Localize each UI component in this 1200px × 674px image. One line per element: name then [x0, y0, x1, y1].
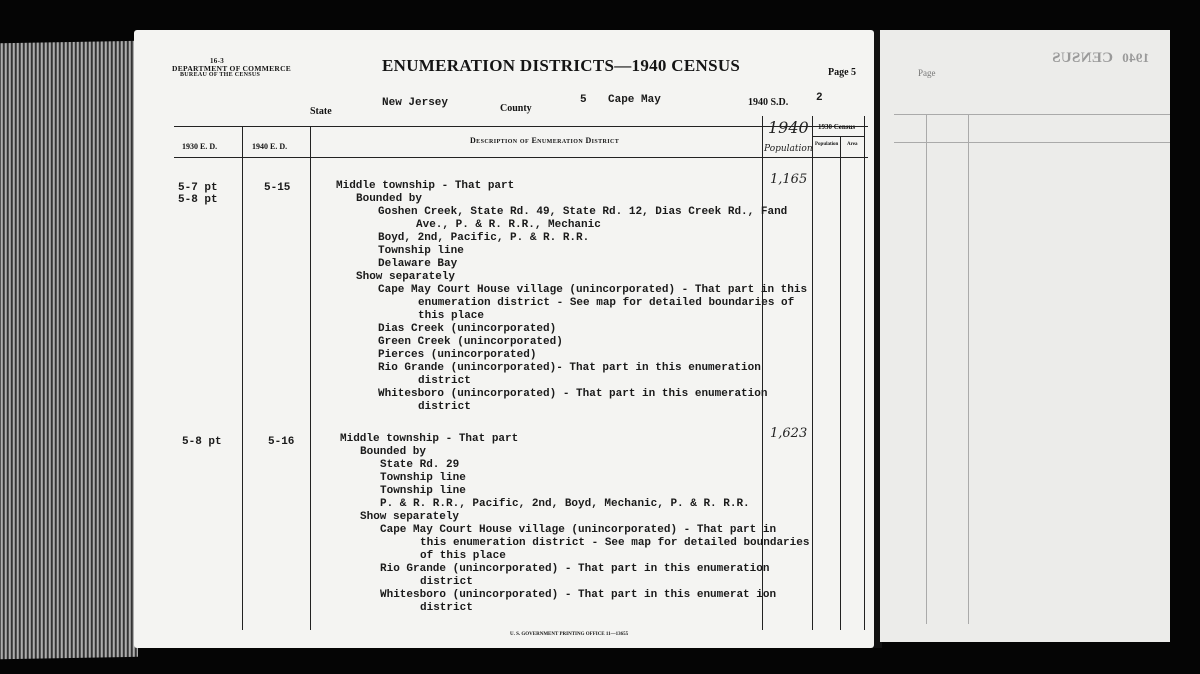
printing-office-footer: U. S. GOVERNMENT PRINTING OFFICE 11—13655	[510, 632, 629, 637]
form-number: 16-3	[210, 57, 225, 65]
description-line: Cape May Court House village (unincorporated) - That part in this	[378, 284, 808, 296]
column-header-1930-ed: 1930 E. D.	[182, 142, 218, 151]
column-header-description: Description of Enumeration District	[470, 136, 620, 145]
population-1940-value: 1,165	[770, 172, 808, 187]
description-line: Township line	[378, 245, 464, 257]
department-label: DEPARTMENT OF COMMERCE	[172, 64, 292, 73]
description-line: of this place	[420, 550, 506, 562]
facing-table-rule	[894, 114, 1170, 115]
table-header-rule	[174, 157, 868, 158]
ed-1930-value: 5-8 pt	[182, 436, 222, 448]
column-header-1930-census: 1930 Census	[818, 123, 856, 131]
column-divider	[310, 126, 311, 630]
description-line: Rio Grande (unincorporated)- That part in this enumeration	[378, 362, 761, 374]
column-header-area: Area	[847, 142, 858, 147]
column-divider	[840, 136, 841, 630]
column-divider	[864, 116, 865, 630]
census-subheader-rule	[812, 136, 864, 137]
description-line: enumeration district - See map for detailed boundaries of	[418, 297, 795, 309]
description-line: Township line	[380, 485, 466, 497]
page-number: 5	[851, 67, 857, 78]
state-value: New Jersey	[382, 97, 449, 109]
county-number: 5	[580, 94, 587, 106]
column-divider	[812, 116, 813, 630]
table-top-rule	[174, 126, 868, 127]
description-line: P. & R. R.R., Pacific, 2nd, Boyd, Mechanic, P. & R. R.R.	[380, 498, 750, 510]
sd-label: 1940 S.D.	[748, 97, 789, 108]
description-line: Dias Creek (unincorporated)	[378, 323, 557, 335]
page-label: Page 5	[828, 67, 857, 78]
county-label: County	[500, 103, 532, 114]
facing-column-divider	[968, 114, 969, 624]
description-line: Middle township - That part	[340, 433, 519, 445]
description-line: district	[418, 401, 471, 413]
description-line: Whitesboro (unincorporated) - That part in this enumerat ion	[380, 589, 777, 601]
description-line: district	[420, 576, 473, 588]
mirrored-year: 1940	[1122, 50, 1150, 65]
description-line: Green Creek (unincorporated)	[378, 336, 563, 348]
population-1940-value: 1,623	[770, 426, 808, 441]
column-divider	[242, 126, 243, 630]
description-line: State Rd. 29	[380, 459, 460, 471]
ed-1940-value: 5-16	[268, 436, 295, 448]
description-line: Whitesboro (unincorporated) - That part in this enumeration	[378, 388, 768, 400]
census-ledger-page	[134, 30, 874, 648]
facing-ledger-page	[880, 30, 1170, 642]
sd-value: 2	[816, 92, 823, 104]
ed-1940-value: 5-15	[264, 182, 291, 194]
column-header-1940-year: 1940	[768, 118, 809, 137]
column-header-1940-ed: 1940 E. D.	[252, 142, 288, 151]
mirrored-title: CENSUS	[1052, 50, 1113, 66]
ed-1930-value: 5-8 pt	[178, 194, 218, 206]
description-line: Township line	[380, 472, 466, 484]
description-line: Bounded by	[360, 446, 427, 458]
bureau-label: BUREAU OF THE CENSUS	[180, 72, 261, 78]
description-line: Ave., P. & R. R.R., Mechanic	[416, 219, 601, 231]
description-line: Middle township - That part	[336, 180, 515, 192]
description-line: district	[420, 602, 473, 614]
description-line: Cape May Court House village (unincorporated) - That part in	[380, 524, 777, 536]
description-line: Show separately	[360, 511, 460, 523]
description-line: Delaware Bay	[378, 258, 458, 270]
facing-table-rule	[894, 142, 1170, 143]
county-value: Cape May	[608, 94, 661, 106]
description-line: Show separately	[356, 271, 456, 283]
book-page-edges	[0, 41, 138, 659]
description-line: district	[418, 375, 471, 387]
description-line: Bounded by	[356, 193, 423, 205]
column-divider	[762, 116, 763, 630]
facing-page-label: Page	[918, 68, 936, 78]
ed-1930-value: 5-7 pt	[178, 182, 218, 194]
column-header-1930-population: Population	[815, 142, 839, 147]
facing-column-divider	[926, 114, 927, 624]
description-line: Goshen Creek, State Rd. 49, State Rd. 12, Dias Creek Rd., Fand	[378, 206, 788, 218]
form-title: ENUMERATION DISTRICTS—1940 CENSUS	[382, 56, 741, 75]
description-line: Pierces (unincorporated)	[378, 349, 537, 361]
column-header-1940-population: Population	[764, 144, 813, 154]
state-label: State	[310, 106, 332, 117]
description-line: this enumeration district - See map for detailed boundaries	[420, 537, 810, 549]
description-line: Rio Grande (unincorporated) - That part in this enumeration	[380, 563, 770, 575]
description-line: this place	[418, 310, 485, 322]
description-line: Boyd, 2nd, Pacific, P. & R. R.R.	[378, 232, 590, 244]
